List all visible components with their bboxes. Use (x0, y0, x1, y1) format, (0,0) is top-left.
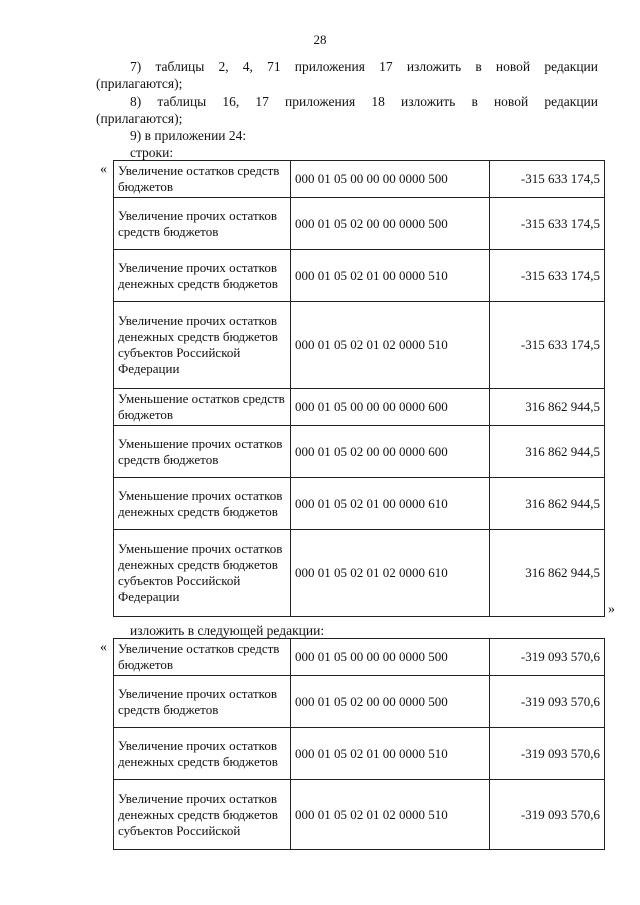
row-value: -315 633 174,5 (490, 161, 605, 198)
row-name: Уменьшение прочих остатков средств бюджетов (114, 426, 291, 478)
table-row (114, 530, 605, 617)
row-value: -319 093 570,6 (490, 728, 605, 780)
open-quote-1: « (100, 162, 107, 177)
row-code: 000 01 05 02 00 00 0000 500 (291, 676, 490, 728)
row-value: -319 093 570,6 (490, 676, 605, 728)
table-row (114, 161, 605, 198)
table-old-rows (113, 160, 605, 617)
table-row (114, 198, 605, 250)
item-7-line-1: 7) таблицы 2, 4, 71 приложения 17 изложить в новой редакции (130, 59, 598, 74)
row-name: Увеличение прочих остатков денежных средств бюджетов субъектов Российской (114, 780, 291, 850)
row-value: 316 862 944,5 (490, 389, 605, 426)
table-row (114, 639, 605, 676)
row-code: 000 01 05 02 01 00 0000 610 (291, 478, 490, 530)
item-8-line-1: 8) таблицы 16, 17 приложения 18 изложить в новой редакции (130, 94, 598, 109)
row-name: Увеличение остатков средств бюджетов (114, 639, 291, 676)
table-row (114, 302, 605, 389)
item-7-line-2: (прилагаются); (96, 76, 183, 91)
row-value: -319 093 570,6 (490, 780, 605, 850)
row-name: Уменьшение прочих остатков денежных средств бюджетов (114, 478, 291, 530)
table-row (114, 780, 605, 850)
row-name: Увеличение прочих остатков денежных средств бюджетов субъектов Российской Федерации (114, 302, 291, 389)
row-code: 000 01 05 02 00 00 0000 500 (291, 198, 490, 250)
table-row (114, 478, 605, 530)
row-code: 000 01 05 02 01 02 0000 510 (291, 780, 490, 850)
row-name: Увеличение остатков средств бюджетов (114, 161, 291, 198)
row-value: -319 093 570,6 (490, 639, 605, 676)
row-value: -315 633 174,5 (490, 198, 605, 250)
item-8-line-2: (прилагаются); (96, 111, 183, 126)
row-name: Уменьшение остатков средств бюджетов (114, 389, 291, 426)
row-code: 000 01 05 00 00 00 0000 600 (291, 389, 490, 426)
rows-label: строки: (130, 145, 174, 160)
table-row (114, 389, 605, 426)
row-code: 000 01 05 02 01 02 0000 510 (291, 302, 490, 389)
row-name: Увеличение прочих остатков средств бюджетов (114, 198, 291, 250)
row-code: 000 01 05 00 00 00 0000 500 (291, 161, 490, 198)
row-code: 000 01 05 02 01 00 0000 510 (291, 728, 490, 780)
row-name: Увеличение прочих остатков денежных средств бюджетов (114, 728, 291, 780)
table-row (114, 728, 605, 780)
row-code: 000 01 05 00 00 00 0000 500 (291, 639, 490, 676)
row-value: -315 633 174,5 (490, 250, 605, 302)
table-row (114, 676, 605, 728)
row-value: 316 862 944,5 (490, 426, 605, 478)
table-row (114, 426, 605, 478)
row-name: Увеличение прочих остатков средств бюджетов (114, 676, 291, 728)
table-new-rows (113, 638, 605, 850)
row-value: -315 633 174,5 (490, 302, 605, 389)
replace-label: изложить в следующей редакции: (130, 623, 325, 638)
table-row (114, 250, 605, 302)
open-quote-2: « (100, 640, 107, 655)
item-9: 9) в приложении 24: (130, 128, 247, 143)
close-quote-1: » (608, 602, 615, 617)
row-name: Уменьшение прочих остатков денежных средств бюджетов субъектов Российской Федерации (114, 530, 291, 617)
row-code: 000 01 05 02 01 02 0000 610 (291, 530, 490, 617)
row-value: 316 862 944,5 (490, 530, 605, 617)
page-number: 28 (313, 32, 327, 47)
row-name: Увеличение прочих остатков денежных средств бюджетов (114, 250, 291, 302)
row-code: 000 01 05 02 01 00 0000 510 (291, 250, 490, 302)
row-code: 000 01 05 02 00 00 0000 600 (291, 426, 490, 478)
row-value: 316 862 944,5 (490, 478, 605, 530)
